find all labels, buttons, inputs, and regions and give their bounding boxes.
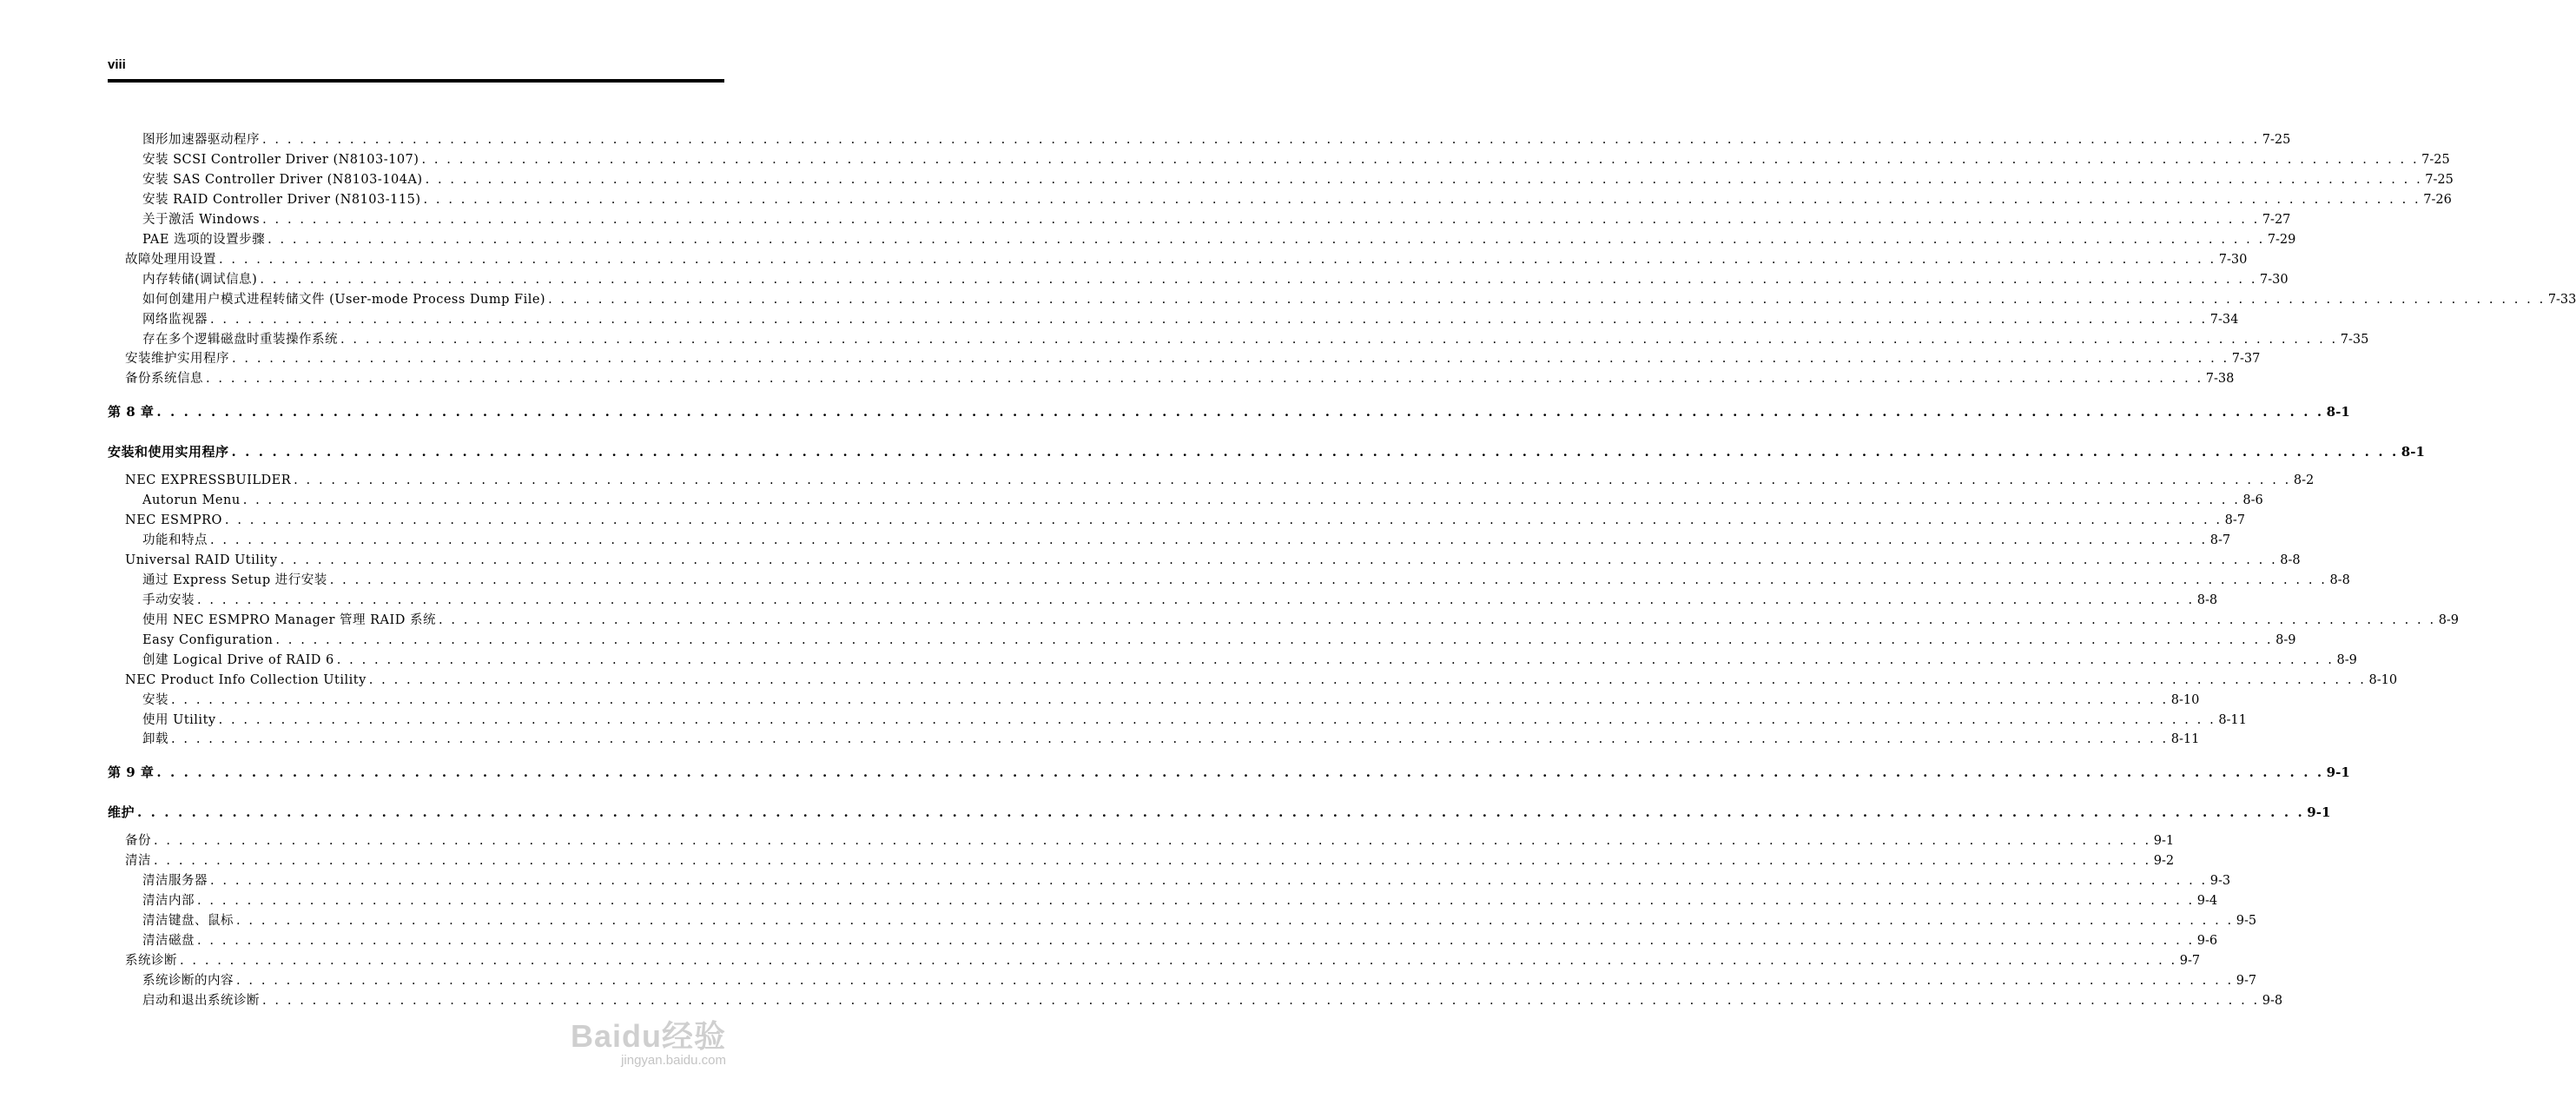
toc-entry-page: 8-9	[2438, 613, 2460, 627]
toc-entry-page: 8-9	[2336, 653, 2357, 667]
toc-entry	[142, 290, 2576, 309]
toc-leader-dots: . . . . . . . . . . . . . . . . . . . . . . . . . . . . . . . . . . . . . . . . . . . . . . . . . . . . . . . . . . . . . . . . . . . . . . . . . . . . . . . . . . . . . . . . . . . . . . . . . . . . . . . . . . . . . . . . . . . . . . . . . . . . . . . . . . . . . . . . . . . . . . . . . . . . . . . . . . . . . . . .	[154, 854, 2151, 868]
toc-entry-page: 7-38	[2205, 372, 2235, 386]
toc-entry	[125, 551, 2301, 570]
toc-entry	[125, 851, 2175, 870]
toc-entry	[142, 491, 2263, 510]
toc-entry-page: 9-7	[2179, 954, 2201, 968]
toc-leader-dots: . . . . . . . . . . . . . . . . . . . . . . . . . . . . . . . . . . . . . . . . . . . . . . . . . . . . . . . . . . . . . . . . . . . . . . . . . . . . . . . . . . . . . . . . . . . . . . . . . . . . . . . . . . . . . . . . . . . . . . . . . . . . . . . . . . . . . . . . . . . . . . . . . . . . . . . . . . . . . . . .	[156, 764, 2324, 780]
toc-entry	[142, 210, 2291, 229]
toc-leader-dots: . . . . . . . . . . . . . . . . . . . . . . . . . . . . . . . . . . . . . . . . . . . . . . . . . . . . . . . . . . . . . . . . . . . . . . . . . . . . . . . . . . . . . . . . . . . . . . . . . . . . . . . . . . . . . . . . . . . . . . . . . . . . . . . . . . . . . . . . . . . . . . . . . . . . . . . . . . . . . . . .	[425, 173, 2423, 187]
toc-leader-dots: . . . . . . . . . . . . . . . . . . . . . . . . . . . . . . . . . . . . . . . . . . . . . . . . . . . . . . . . . . . . . . . . . . . . . . . . . . . . . . . . . . . . . . . . . . . . . . . . . . . . . . . . . . . . . . . . . . . . . . . . . . . . . . . . . . . . . . . . . . . . . . . . . . . . . . . . . . . . . . . .	[329, 573, 2328, 587]
toc-entry-page: 9-8	[2262, 994, 2283, 1008]
toc-entry-page: 8-7	[2224, 513, 2245, 527]
toc-entry-page: 8-8	[2280, 553, 2301, 567]
toc-entry-title: 使用 NEC ESMPRO Manager 管理 RAID 系统	[142, 613, 436, 627]
toc-entry-page: 7-35	[2340, 333, 2369, 347]
toc-leader-dots: . . . . . . . . . . . . . . . . . . . . . . . . . . . . . . . . . . . . . . . . . . . . . . . . . . . . . . . . . . . . . . . . . . . . . . . . . . . . . . . . . . . . . . . . . . . . . . . . . . . . . . . . . . . . . . . . . . . . . . . . . . . . . . . . . . . . . . . . . . . . . . . . . . . . . . . . . . . . . . . .	[236, 914, 2234, 928]
toc-entry-title: 安装维护实用程序	[125, 352, 229, 366]
toc-entry-page: 8-2	[2293, 473, 2315, 487]
toc-entry-title: Easy Configuration	[142, 633, 274, 647]
toc-entry-page: 7-25	[2425, 173, 2454, 187]
toc-entry	[108, 402, 2350, 421]
watermark-brand: Baidu经验	[570, 1018, 726, 1054]
toc-entry-title: 卸载	[142, 732, 168, 746]
toc-entry-title: NEC EXPRESSBUILDER	[125, 473, 292, 487]
toc-entry-title: 手动安装	[142, 593, 195, 607]
toc-entry-page: 9-2	[2153, 854, 2175, 868]
toc-leader-dots: . . . . . . . . . . . . . . . . . . . . . . . . . . . . . . . . . . . . . . . . . . . . . . . . . . . . . . . . . . . . . . . . . . . . . . . . . . . . . . . . . . . . . . . . . . . . . . . . . . . . . . . . . . . . . . . . . . . . . . . . . . . . . . . . . . . . . . . . . . . . . . . . . . . . . . . . . . . . . . . .	[137, 804, 2305, 820]
toc-entry	[142, 651, 2357, 670]
toc-entry	[125, 250, 2248, 269]
toc-entry-title: Autorun Menu	[142, 493, 241, 507]
toc-entry-page: 8-1	[2401, 444, 2425, 460]
toc-entry-page: 8-8	[2196, 593, 2218, 607]
toc-entry-title: 清洁服务器	[142, 874, 208, 888]
toc-leader-dots: . . . . . . . . . . . . . . . . . . . . . . . . . . . . . . . . . . . . . . . . . . . . . . . . . . . . . . . . . . . . . . . . . . . . . . . . . . . . . . . . . . . . . . . . . . . . . . . . . . . . . . . . . . . . . . . . . . . . . . . . . . . . . . . . . . . . . . . . . . . . . . . . . . . . . . . . . . . . . . . .	[219, 253, 2216, 267]
toc-entry	[142, 150, 2450, 169]
page-label: viii	[108, 57, 126, 72]
toc-entry-page: 8-10	[2368, 673, 2398, 687]
toc-entry	[125, 951, 2201, 970]
toc-entry-page: 8-1	[2326, 404, 2350, 420]
toc-entry-page: 7-34	[2209, 313, 2239, 327]
toc-entry-page: 9-4	[2196, 894, 2218, 908]
toc-entry	[142, 190, 2452, 209]
toc-entry-title: 清洁	[125, 854, 151, 868]
toc-entry	[125, 471, 2315, 490]
toc-leader-dots: . . . . . . . . . . . . . . . . . . . . . . . . . . . . . . . . . . . . . . . . . . . . . . . . . . . . . . . . . . . . . . . . . . . . . . . . . . . . . . . . . . . . . . . . . . . . . . . . . . . . . . . . . . . . . . . . . . . . . . . . . . . . . . . . . . . . . . . . . . . . . . . . . . . . . . . . . . . . . . . .	[262, 994, 2260, 1008]
toc-entry	[142, 891, 2218, 910]
toc-entry-page: 7-30	[2218, 253, 2248, 267]
toc-entry-page: 8-9	[2275, 633, 2296, 647]
toc-entry-page: 8-8	[2329, 573, 2350, 587]
toc-entry	[142, 611, 2460, 630]
toc-leader-dots: . . . . . . . . . . . . . . . . . . . . . . . . . . . . . . . . . . . . . . . . . . . . . . . . . . . . . . . . . . . . . . . . . . . . . . . . . . . . . . . . . . . . . . . . . . . . . . . . . . . . . . . . . . . . . . . . . . . . . . . . . . . . . . . . . . . . . . . . . . . . . . . . . . . . . . . . . . . . . . . .	[232, 352, 2229, 366]
toc-entry-title: 启动和退出系统诊断	[142, 994, 260, 1008]
toc-entry	[142, 531, 2231, 550]
toc-leader-dots: . . . . . . . . . . . . . . . . . . . . . . . . . . . . . . . . . . . . . . . . . . . . . . . . . . . . . . . . . . . . . . . . . . . . . . . . . . . . . . . . . . . . . . . . . . . . . . . . . . . . . . . . . . . . . . . . . . . . . . . . . . . . . . . . . . . . . . . . . . . . . . . . . . . . . . . . . . . . . . . .	[171, 732, 2169, 746]
toc-entry-title: 功能和特点	[142, 533, 208, 547]
toc-entry-page: 9-1	[2326, 764, 2350, 780]
toc-entry-title: 图形加速器驱动程序	[142, 133, 260, 147]
toc-entry-page: 8-11	[2218, 713, 2247, 727]
toc-entry-title: Universal RAID Utility	[125, 553, 278, 567]
toc-entry-page: 8-7	[2209, 533, 2231, 547]
toc-entry-title: 安装 SCSI Controller Driver (N8103-107)	[142, 153, 419, 167]
toc-entry-title: 安装 SAS Controller Driver (N8103-104A)	[142, 173, 423, 187]
toc-entry-title: 第 8 章	[108, 404, 155, 420]
toc-leader-dots: . . . . . . . . . . . . . . . . . . . . . . . . . . . . . . . . . . . . . . . . . . . . . . . . . . . . . . . . . . . . . . . . . . . . . . . . . . . . . . . . . . . . . . . . . . . . . . . . . . . . . . . . . . . . . . . . . . . . . . . . . . . . . . . . . . . . . . . . . . . . . . . . . . . . . . . . . . . . . . . .	[224, 513, 2223, 527]
toc-entry-page: 9-3	[2209, 874, 2231, 888]
toc-entry	[142, 631, 2296, 650]
toc-entry	[142, 330, 2369, 349]
toc-entry-title: 安装	[142, 693, 168, 707]
toc-leader-dots: . . . . . . . . . . . . . . . . . . . . . . . . . . . . . . . . . . . . . . . . . . . . . . . . . . . . . . . . . . . . . . . . . . . . . . . . . . . . . . . . . . . . . . . . . . . . . . . . . . . . . . . . . . . . . . . . . . . . . . . . . . . . . . . . . . . . . . . . . . . . . . . . . . . . . . . . . . . . . . . .	[210, 313, 2208, 327]
toc-entry-title: 安装 RAID Controller Driver (N8103-115)	[142, 193, 421, 207]
toc-entry-page: 7-25	[2421, 153, 2450, 167]
toc-leader-dots: . . . . . . . . . . . . . . . . . . . . . . . . . . . . . . . . . . . . . . . . . . . . . . . . . . . . . . . . . . . . . . . . . . . . . . . . . . . . . . . . . . . . . . . . . . . . . . . . . . . . . . . . . . . . . . . . . . . . . . . . . . . . . . . . . . . . . . . . . . . . . . . . . . . . . . . . . . . . . . . .	[210, 533, 2208, 547]
toc-entry-page: 7-27	[2262, 213, 2291, 227]
toc-entry-page: 9-1	[2307, 804, 2331, 820]
toc-leader-dots: . . . . . . . . . . . . . . . . . . . . . . . . . . . . . . . . . . . . . . . . . . . . . . . . . . . . . . . . . . . . . . . . . . . . . . . . . . . . . . . . . . . . . . . . . . . . . . . . . . . . . . . . . . . . . . . . . . . . . . . . . . . . . . . . . . . . . . . . . . . . . . . . . . . . . . . . . . . . . . . .	[171, 693, 2169, 707]
toc-leader-dots: . . . . . . . . . . . . . . . . . . . . . . . . . . . . . . . . . . . . . . . . . . . . . . . . . . . . . . . . . . . . . . . . . . . . . . . . . . . . . . . . . . . . . . . . . . . . . . . . . . . . . . . . . . . . . . . . . . . . . . . . . . . . . . . . . . . . . . . . . . . . . . . . . . . . . . . . . . . . . . . .	[210, 874, 2208, 888]
toc-entry	[125, 511, 2245, 530]
toc-entry	[125, 349, 2261, 368]
toc-entry-title: NEC ESMPRO	[125, 513, 222, 527]
toc-leader-dots: . . . . . . . . . . . . . . . . . . . . . . . . . . . . . . . . . . . . . . . . . . . . . . . . . . . . . . . . . . . . . . . . . . . . . . . . . . . . . . . . . . . . . . . . . . . . . . . . . . . . . . . . . . . . . . . . . . . . . . . . . . . . . . . . . . . . . . . . . . . . . . . . . . . . . . . . . . . . . . . .	[231, 444, 2399, 460]
toc-entry-page: 9-1	[2153, 834, 2175, 848]
toc-leader-dots: . . . . . . . . . . . . . . . . . . . . . . . . . . . . . . . . . . . . . . . . . . . . . . . . . . . . . . . . . . . . . . . . . . . . . . . . . . . . . . . . . . . . . . . . . . . . . . . . . . . . . . . . . . . . . . . . . . . . . . . . . . . . . . . . . . . . . . . . . . . . . . . . . . . . . . . . . . . . . . . .	[260, 273, 2258, 287]
toc-entry-page: 8-11	[2170, 732, 2200, 746]
toc-leader-dots: . . . . . . . . . . . . . . . . . . . . . . . . . . . . . . . . . . . . . . . . . . . . . . . . . . . . . . . . . . . . . . . . . . . . . . . . . . . . . . . . . . . . . . . . . . . . . . . . . . . . . . . . . . . . . . . . . . . . . . . . . . . . . . . . . . . . . . . . . . . . . . . . . . . . . . . . . . . . . . . .	[197, 593, 2195, 607]
toc-entry-title: 备份系统信息	[125, 372, 203, 386]
toc-entry-title: 系统诊断	[125, 954, 177, 968]
toc-entry-page: 7-29	[2267, 233, 2296, 247]
toc-entry-page: 7-37	[2231, 352, 2261, 366]
toc-entry-page: 8-6	[2242, 493, 2263, 507]
toc-leader-dots: . . . . . . . . . . . . . . . . . . . . . . . . . . . . . . . . . . . . . . . . . . . . . . . . . . . . . . . . . . . . . . . . . . . . . . . . . . . . . . . . . . . . . . . . . . . . . . . . . . . . . . . . . . . . . . . . . . . . . . . . . . . . . . . . . . . . . . . . . . . . . . . . . . . . . . . . . . . . . . . .	[268, 233, 2265, 247]
toc-leader-dots: . . . . . . . . . . . . . . . . . . . . . . . . . . . . . . . . . . . . . . . . . . . . . . . . . . . . . . . . . . . . . . . . . . . . . . . . . . . . . . . . . . . . . . . . . . . . . . . . . . . . . . . . . . . . . . . . . . . . . . . . . . . . . . . . . . . . . . . . . . . . . . . . . . . . . . . . . . . . . . . .	[368, 673, 2367, 687]
toc-leader-dots: . . . . . . . . . . . . . . . . . . . . . . . . . . . . . . . . . . . . . . . . . . . . . . . . . . . . . . . . . . . . . . . . . . . . . . . . . . . . . . . . . . . . . . . . . . . . . . . . . . . . . . . . . . . . . . . . . . . . . . . . . . . . . . . . . . . . . . . . . . . . . . . . . . . . . . . . . . . . . . . .	[438, 613, 2436, 627]
toc-entry	[125, 671, 2398, 690]
toc-entry-title: 故障处理用设置	[125, 253, 216, 267]
toc-entry-title: NEC Product Info Collection Utility	[125, 673, 367, 687]
toc-entry	[142, 130, 2291, 149]
toc-entry	[142, 730, 2200, 749]
toc-leader-dots: . . . . . . . . . . . . . . . . . . . . . . . . . . . . . . . . . . . . . . . . . . . . . . . . . . . . . . . . . . . . . . . . . . . . . . . . . . . . . . . . . . . . . . . . . . . . . . . . . . . . . . . . . . . . . . . . . . . . . . . . . . . . . . . . . . . . . . . . . . . . . . . . . . . . . . . . . . . . . . . .	[548, 293, 2546, 307]
toc-entry-page: 7-25	[2262, 133, 2291, 147]
toc-leader-dots: . . . . . . . . . . . . . . . . . . . . . . . . . . . . . . . . . . . . . . . . . . . . . . . . . . . . . . . . . . . . . . . . . . . . . . . . . . . . . . . . . . . . . . . . . . . . . . . . . . . . . . . . . . . . . . . . . . . . . . . . . . . . . . . . . . . . . . . . . . . . . . . . . . . . . . . . . . . . . . . .	[275, 633, 2274, 647]
toc-entry	[142, 591, 2218, 610]
toc-entry-page: 7-26	[2423, 193, 2452, 207]
toc-entry	[142, 230, 2296, 249]
toc-entry-title: 第 9 章	[108, 764, 155, 780]
toc-entry	[142, 691, 2200, 710]
toc-entry-title: 清洁磁盘	[142, 934, 195, 948]
toc-entry-title: PAE 选项的设置步骤	[142, 233, 266, 247]
toc-entry-title: 安装和使用实用程序	[108, 444, 229, 460]
toc-entry	[142, 711, 2247, 730]
toc-entry	[125, 369, 2235, 388]
toc-leader-dots: . . . . . . . . . . . . . . . . . . . . . . . . . . . . . . . . . . . . . . . . . . . . . . . . . . . . . . . . . . . . . . . . . . . . . . . . . . . . . . . . . . . . . . . . . . . . . . . . . . . . . . . . . . . . . . . . . . . . . . . . . . . . . . . . . . . . . . . . . . . . . . . . . . . . . . . . . . . . . . . .	[262, 133, 2260, 147]
toc-entry	[108, 442, 2425, 461]
toc-entry	[125, 831, 2175, 851]
toc-entry-title: 内存转储(调试信息)	[142, 273, 258, 287]
toc-entry	[142, 991, 2283, 1010]
toc-entry-title: 创建 Logical Drive of RAID 6	[142, 653, 334, 667]
toc-leader-dots: . . . . . . . . . . . . . . . . . . . . . . . . . . . . . . . . . . . . . . . . . . . . . . . . . . . . . . . . . . . . . . . . . . . . . . . . . . . . . . . . . . . . . . . . . . . . . . . . . . . . . . . . . . . . . . . . . . . . . . . . . . . . . . . . . . . . . . . . . . . . . . . . . . . . . . . . . . . . . . . .	[294, 473, 2291, 487]
toc-entry-title: 存在多个逻辑磁盘时重装操作系统	[142, 333, 338, 347]
toc-leader-dots: . . . . . . . . . . . . . . . . . . . . . . . . . . . . . . . . . . . . . . . . . . . . . . . . . . . . . . . . . . . . . . . . . . . . . . . . . . . . . . . . . . . . . . . . . . . . . . . . . . . . . . . . . . . . . . . . . . . . . . . . . . . . . . . . . . . . . . . . . . . . . . . . . . . . . . . . . . . . . . . .	[421, 153, 2420, 167]
toc-entry	[108, 803, 2331, 822]
toc-leader-dots: . . . . . . . . . . . . . . . . . . . . . . . . . . . . . . . . . . . . . . . . . . . . . . . . . . . . . . . . . . . . . . . . . . . . . . . . . . . . . . . . . . . . . . . . . . . . . . . . . . . . . . . . . . . . . . . . . . . . . . . . . . . . . . . . . . . . . . . . . . . . . . . . . . . . . . . . . . . . . . . .	[218, 713, 2216, 727]
toc-entry	[142, 170, 2454, 189]
toc-leader-dots: . . . . . . . . . . . . . . . . . . . . . . . . . . . . . . . . . . . . . . . . . . . . . . . . . . . . . . . . . . . . . . . . . . . . . . . . . . . . . . . . . . . . . . . . . . . . . . . . . . . . . . . . . . . . . . . . . . . . . . . . . . . . . . . . . . . . . . . . . . . . . . . . . . . . . . . . . . . . . . . .	[236, 974, 2234, 988]
toc-entry	[108, 763, 2350, 782]
toc-entry	[142, 310, 2239, 329]
toc-leader-dots: . . . . . . . . . . . . . . . . . . . . . . . . . . . . . . . . . . . . . . . . . . . . . . . . . . . . . . . . . . . . . . . . . . . . . . . . . . . . . . . . . . . . . . . . . . . . . . . . . . . . . . . . . . . . . . . . . . . . . . . . . . . . . . . . . . . . . . . . . . . . . . . . . . . . . . . . . . . . . . . .	[423, 193, 2421, 207]
toc-entry-title: 系统诊断的内容	[142, 974, 234, 988]
toc-leader-dots: . . . . . . . . . . . . . . . . . . . . . . . . . . . . . . . . . . . . . . . . . . . . . . . . . . . . . . . . . . . . . . . . . . . . . . . . . . . . . . . . . . . . . . . . . . . . . . . . . . . . . . . . . . . . . . . . . . . . . . . . . . . . . . . . . . . . . . . . . . . . . . . . . . . . . . . . . . . . . . . .	[154, 834, 2151, 848]
toc-entry	[142, 871, 2231, 890]
toc-entry-title: 网络监视器	[142, 313, 208, 327]
toc-entry-page: 7-30	[2260, 273, 2289, 287]
toc-entry-title: 使用 Utility	[142, 713, 216, 727]
toc-leader-dots: . . . . . . . . . . . . . . . . . . . . . . . . . . . . . . . . . . . . . . . . . . . . . . . . . . . . . . . . . . . . . . . . . . . . . . . . . . . . . . . . . . . . . . . . . . . . . . . . . . . . . . . . . . . . . . . . . . . . . . . . . . . . . . . . . . . . . . . . . . . . . . . . . . . . . . . . . . . . . . . .	[340, 333, 2338, 347]
watermark-logo	[561, 1012, 726, 1082]
toc-entry-title: 关于激活 Windows	[142, 213, 261, 227]
toc-entry-title: 清洁内部	[142, 894, 195, 908]
toc-leader-dots: . . . . . . . . . . . . . . . . . . . . . . . . . . . . . . . . . . . . . . . . . . . . . . . . . . . . . . . . . . . . . . . . . . . . . . . . . . . . . . . . . . . . . . . . . . . . . . . . . . . . . . . . . . . . . . . . . . . . . . . . . . . . . . . . . . . . . . . . . . . . . . . . . . . . . . . . . . . . . . . .	[156, 404, 2324, 420]
toc-entry	[142, 571, 2350, 590]
toc-leader-dots: . . . . . . . . . . . . . . . . . . . . . . . . . . . . . . . . . . . . . . . . . . . . . . . . . . . . . . . . . . . . . . . . . . . . . . . . . . . . . . . . . . . . . . . . . . . . . . . . . . . . . . . . . . . . . . . . . . . . . . . . . . . . . . . . . . . . . . . . . . . . . . . . . . . . . . . . . . . . . . . .	[180, 954, 2177, 968]
toc-entry	[142, 971, 2257, 990]
toc-entry-page: 8-10	[2170, 693, 2200, 707]
toc-entry-page: 9-7	[2236, 974, 2257, 988]
toc-entry-title: 备份	[125, 834, 151, 848]
toc-entry-page: 9-5	[2236, 914, 2257, 928]
toc-leader-dots: . . . . . . . . . . . . . . . . . . . . . . . . . . . . . . . . . . . . . . . . . . . . . . . . . . . . . . . . . . . . . . . . . . . . . . . . . . . . . . . . . . . . . . . . . . . . . . . . . . . . . . . . . . . . . . . . . . . . . . . . . . . . . . . . . . . . . . . . . . . . . . . . . . . . . . . . . . . . . . . .	[206, 372, 2203, 386]
toc-entry-title: 维护	[108, 804, 135, 820]
toc-leader-dots: . . . . . . . . . . . . . . . . . . . . . . . . . . . . . . . . . . . . . . . . . . . . . . . . . . . . . . . . . . . . . . . . . . . . . . . . . . . . . . . . . . . . . . . . . . . . . . . . . . . . . . . . . . . . . . . . . . . . . . . . . . . . . . . . . . . . . . . . . . . . . . . . . . . . . . . . . . . . . . . .	[197, 894, 2195, 908]
watermark-url: jingyan.baidu.com	[621, 1053, 726, 1068]
toc-entry	[142, 270, 2289, 289]
toc-leader-dots: . . . . . . . . . . . . . . . . . . . . . . . . . . . . . . . . . . . . . . . . . . . . . . . . . . . . . . . . . . . . . . . . . . . . . . . . . . . . . . . . . . . . . . . . . . . . . . . . . . . . . . . . . . . . . . . . . . . . . . . . . . . . . . . . . . . . . . . . . . . . . . . . . . . . . . . . . . . . . . . .	[197, 934, 2195, 948]
toc-leader-dots: . . . . . . . . . . . . . . . . . . . . . . . . . . . . . . . . . . . . . . . . . . . . . . . . . . . . . . . . . . . . . . . . . . . . . . . . . . . . . . . . . . . . . . . . . . . . . . . . . . . . . . . . . . . . . . . . . . . . . . . . . . . . . . . . . . . . . . . . . . . . . . . . . . . . . . . . . . . . . . . .	[280, 553, 2278, 567]
toc-entry-title: 如何创建用户模式进程转储文件 (User-mode Process Dump File)	[142, 293, 546, 307]
toc-leader-dots: . . . . . . . . . . . . . . . . . . . . . . . . . . . . . . . . . . . . . . . . . . . . . . . . . . . . . . . . . . . . . . . . . . . . . . . . . . . . . . . . . . . . . . . . . . . . . . . . . . . . . . . . . . . . . . . . . . . . . . . . . . . . . . . . . . . . . . . . . . . . . . . . . . . . . . . . . . . . . . . .	[242, 493, 2241, 507]
toc-entry-page: 9-6	[2196, 934, 2218, 948]
toc-entry	[142, 931, 2218, 950]
toc-leader-dots: . . . . . . . . . . . . . . . . . . . . . . . . . . . . . . . . . . . . . . . . . . . . . . . . . . . . . . . . . . . . . . . . . . . . . . . . . . . . . . . . . . . . . . . . . . . . . . . . . . . . . . . . . . . . . . . . . . . . . . . . . . . . . . . . . . . . . . . . . . . . . . . . . . . . . . . . . . . . . . . .	[262, 213, 2260, 227]
toc-entry	[142, 911, 2257, 930]
toc-entry-page: 7-33	[2547, 293, 2576, 307]
toc-entry-title: 清洁键盘、鼠标	[142, 914, 234, 928]
toc-entry-title: 通过 Express Setup 进行安装	[142, 573, 327, 587]
toc-leader-dots: . . . . . . . . . . . . . . . . . . . . . . . . . . . . . . . . . . . . . . . . . . . . . . . . . . . . . . . . . . . . . . . . . . . . . . . . . . . . . . . . . . . . . . . . . . . . . . . . . . . . . . . . . . . . . . . . . . . . . . . . . . . . . . . . . . . . . . . . . . . . . . . . . . . . . . . . . . . . . . . .	[336, 653, 2335, 667]
